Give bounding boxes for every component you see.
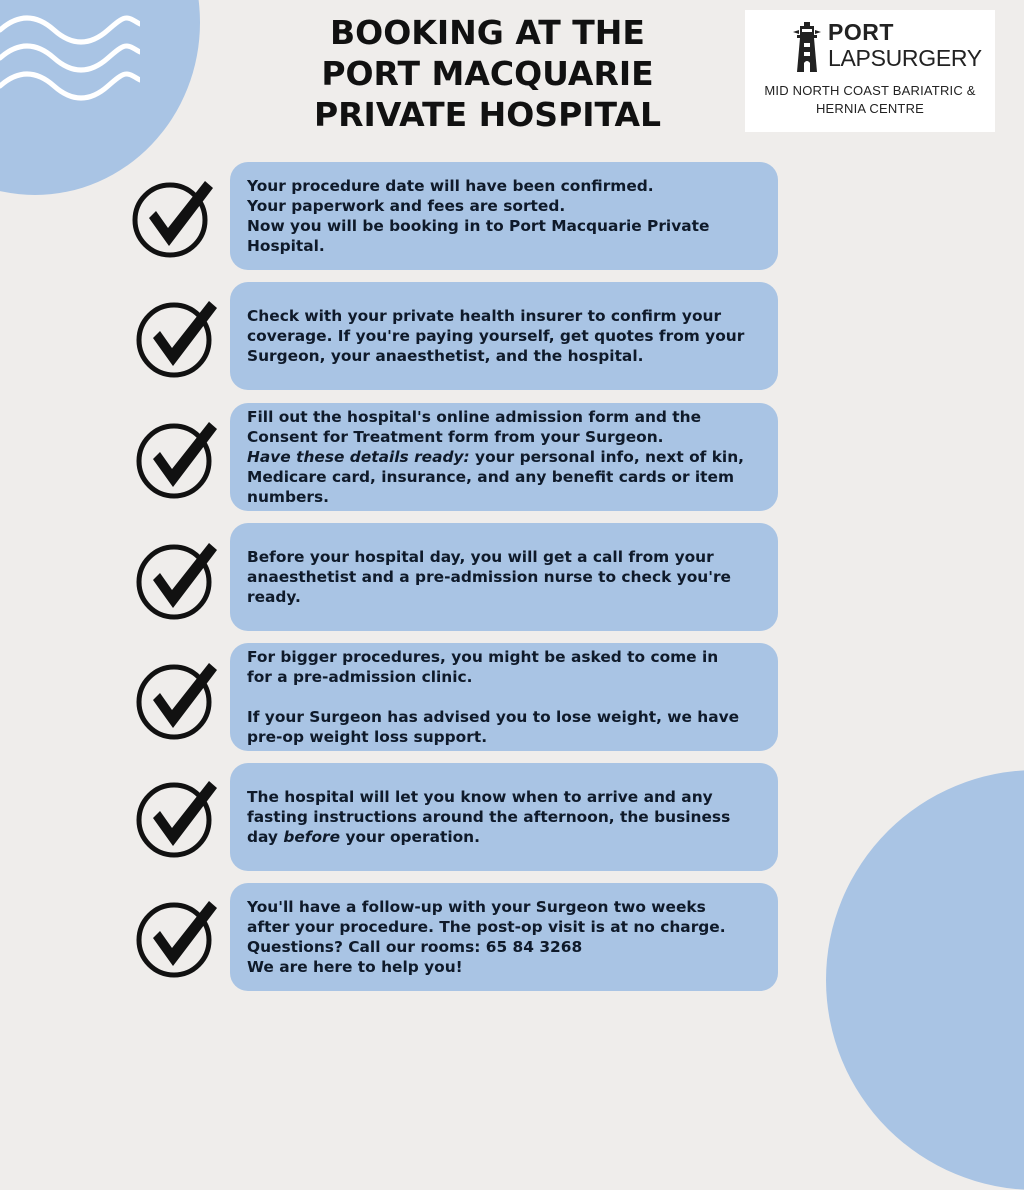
step-line: If your Surgeon has advised you to lose weight, we have: [247, 708, 740, 726]
checkmark-icon: [135, 417, 219, 501]
step-line: For bigger procedures, you might be asked to come in: [247, 648, 719, 666]
step-line: Medicare card, insurance, and any benefit cards or item: [247, 468, 734, 486]
step-line: [247, 827, 730, 847]
step-card: [230, 282, 778, 390]
logo-subtitle-line: MID NORTH COAST BARIATRIC &: [764, 83, 976, 98]
step-card: [230, 883, 778, 991]
step-line: after your procedure. The post-op visit is at no charge.: [247, 918, 726, 936]
step-text: [247, 647, 739, 747]
step-line: Now you will be booking in to Port Macquarie Private: [247, 217, 710, 235]
logo-subtitle-line: HERNIA CENTRE: [815, 101, 925, 116]
step-line: for a pre-admission clinic.: [247, 668, 473, 686]
logo: [745, 10, 995, 132]
step-line: coverage. If you're paying yourself, get quotes from your: [247, 327, 745, 345]
step-card: [230, 643, 778, 751]
title-line: BOOKING AT THE: [330, 13, 645, 52]
step-line: We are here to help you!: [247, 958, 463, 976]
step-line: ready.: [247, 588, 301, 606]
step-card: [230, 162, 778, 270]
step-text: [247, 407, 744, 507]
logo-brand-lapsurgery: LAPSURGERY: [828, 45, 982, 71]
step-italic-word: before: [283, 828, 341, 846]
step-text: [247, 547, 731, 607]
step-line: Surgeon, your anaesthetist, and the hospital.: [247, 347, 644, 365]
step-text: [247, 176, 709, 256]
step-line: pre-op weight loss support.: [247, 728, 488, 746]
title-line: PRIVATE HOSPITAL: [313, 95, 662, 134]
step-line: Consent for Treatment form from your Surgeon.: [247, 428, 664, 446]
step-line: Your procedure date will have been confirmed.: [247, 177, 654, 195]
step-card: [230, 763, 778, 871]
step-line: Your paperwork and fees are sorted.: [247, 197, 566, 215]
step-line-post: your operation.: [340, 828, 480, 846]
step-line: You'll have a follow-up with your Surgeon two weeks: [247, 898, 706, 916]
step-line: Fill out the hospital's online admission form and the: [247, 408, 702, 426]
step-line: Questions? Call our rooms: 65 84 3268: [247, 938, 583, 956]
page-title: [290, 12, 685, 135]
step-card: [230, 403, 778, 511]
step-line: fasting instructions around the afternoon, the business: [247, 808, 731, 826]
step-line: [247, 447, 744, 467]
logo-subtitle: [745, 82, 995, 118]
step-line: Hospital.: [247, 237, 325, 255]
checkmark-icon: [135, 296, 219, 380]
step-line: numbers.: [247, 488, 330, 506]
step-line: The hospital will let you know when to arrive and any: [247, 788, 713, 806]
waves-icon: [0, 0, 140, 110]
step-card: [230, 523, 778, 631]
step-text: [247, 897, 726, 977]
step-text: [247, 306, 744, 366]
checkmark-icon: [135, 776, 219, 860]
checkmark-icon: [135, 538, 219, 622]
step-text: [247, 787, 730, 847]
logo-brand-port: PORT: [828, 19, 894, 45]
checkmark-icon: [135, 658, 219, 742]
step-italic-lead: Have these details ready:: [247, 448, 470, 466]
checkmark-icon: [135, 896, 219, 980]
step-spacer: [247, 687, 739, 707]
decorative-circle-bottom-right: [826, 770, 1024, 1190]
step-line: Check with your private health insurer to confirm your: [247, 307, 722, 325]
step-line: anaesthetist and a pre-admission nurse to check you're: [247, 568, 731, 586]
lighthouse-icon: [793, 22, 821, 72]
step-line-pre: day: [247, 828, 284, 846]
step-line-rest: your personal info, next of kin,: [469, 448, 745, 466]
step-line: Before your hospital day, you will get a call from your: [247, 548, 714, 566]
title-line: PORT MACQUARIE: [321, 54, 654, 93]
checkmark-icon: [131, 176, 215, 260]
